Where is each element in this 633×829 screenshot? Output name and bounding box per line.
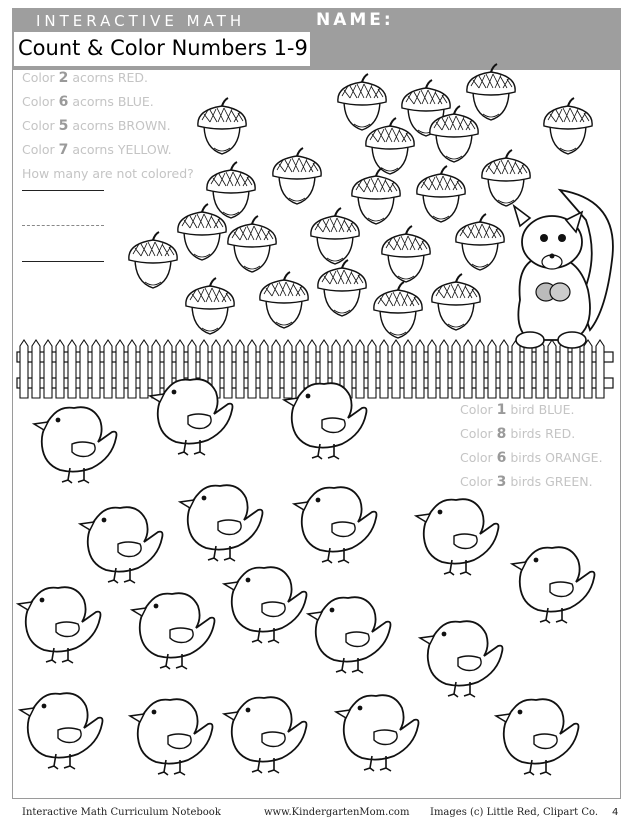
fence-picket xyxy=(356,340,364,398)
acorn-icon[interactable] xyxy=(273,148,321,204)
acorn-icon[interactable] xyxy=(311,208,359,264)
acorn-icon[interactable] xyxy=(318,260,366,316)
acorn-icon[interactable] xyxy=(260,272,308,328)
acorn-icon[interactable] xyxy=(178,204,226,260)
fence-picket xyxy=(368,340,376,398)
fence-picket xyxy=(80,340,88,398)
series-label: INTERACTIVE MATH xyxy=(36,12,246,30)
fence-picket xyxy=(500,340,508,398)
fence-picket xyxy=(44,340,52,398)
bird-icon[interactable] xyxy=(18,587,101,663)
bird-icon[interactable] xyxy=(308,597,391,673)
acorn-instruction: Color 2 acorns RED. xyxy=(22,70,149,86)
bird-icon[interactable] xyxy=(80,507,163,583)
bird-instruction: Color 1 bird BLUE. xyxy=(460,402,575,418)
fence-picket xyxy=(464,340,472,398)
fence-picket xyxy=(404,340,412,398)
acorn-icon[interactable] xyxy=(207,162,255,218)
fence-picket xyxy=(224,340,232,398)
footer-credit: Images (c) Little Red, Clipart Co. xyxy=(430,807,599,818)
acorn-icon[interactable] xyxy=(186,278,234,334)
fence-picket xyxy=(116,340,124,398)
fence-picket xyxy=(128,340,136,398)
bird-icon[interactable] xyxy=(416,499,499,575)
bird-icon[interactable] xyxy=(224,567,307,643)
page-number: 4 xyxy=(612,807,619,818)
acorn-icon[interactable] xyxy=(228,216,276,272)
fence-picket xyxy=(284,340,292,398)
acorn-instruction: Color 7 acorns YELLOW. xyxy=(22,142,172,158)
question-text: How many are not colored? xyxy=(22,166,194,181)
bird-icon[interactable] xyxy=(224,697,307,773)
acorn-icon[interactable] xyxy=(432,274,480,330)
bird-icon[interactable] xyxy=(180,485,263,561)
fence-picket xyxy=(56,340,64,398)
fence-picket xyxy=(416,340,424,398)
fence-picket xyxy=(380,340,388,398)
fence-picket xyxy=(260,340,268,398)
bird-icon[interactable] xyxy=(420,621,503,697)
bird-icon[interactable] xyxy=(496,699,579,775)
acorn-instruction: Color 5 acorns BROWN. xyxy=(22,118,171,134)
fence-picket xyxy=(32,340,40,398)
fence-picket xyxy=(488,340,496,398)
acorn-icon[interactable] xyxy=(482,150,530,206)
fence-picket xyxy=(596,340,604,398)
fence-picket xyxy=(296,340,304,398)
acorn-icon[interactable] xyxy=(374,282,422,338)
page-title: Count & Color Numbers 1-9 xyxy=(18,36,308,60)
acorn-icon[interactable] xyxy=(456,214,504,270)
fence-picket xyxy=(428,340,436,398)
fence-picket xyxy=(584,340,592,398)
acorn-icon[interactable] xyxy=(366,118,414,174)
fence-picket xyxy=(104,340,112,398)
fence-picket xyxy=(236,340,244,398)
fence-picket xyxy=(440,340,448,398)
bird-instruction: Color 6 birds ORANGE. xyxy=(460,450,603,466)
fence-picket xyxy=(272,340,280,398)
acorn-icon[interactable] xyxy=(338,74,386,130)
fence-picket xyxy=(560,340,568,398)
acorn-icon[interactable] xyxy=(417,166,465,222)
fence-picket xyxy=(452,340,460,398)
footer-website: www.KindergartenMom.com xyxy=(264,807,410,818)
squirrel-icon xyxy=(514,190,613,348)
acorn-instruction: Color 6 acorns BLUE. xyxy=(22,94,154,110)
bird-icon[interactable] xyxy=(294,487,377,563)
fence-picket xyxy=(248,340,256,398)
fence-picket xyxy=(512,340,520,398)
bird-instruction: Color 3 birds GREEN. xyxy=(460,474,593,490)
fence-picket xyxy=(20,340,28,398)
footer-notebook-label: Interactive Math Curriculum Notebook xyxy=(22,807,221,818)
fence-picket xyxy=(68,340,76,398)
fence-picket xyxy=(536,340,544,398)
acorn-icon[interactable] xyxy=(198,98,246,154)
acorn-icon[interactable] xyxy=(352,168,400,224)
name-label: NAME: xyxy=(316,10,394,30)
fence-picket xyxy=(392,340,400,398)
fence-picket xyxy=(140,340,148,398)
bird-icon[interactable] xyxy=(336,695,419,771)
bird-icon[interactable] xyxy=(34,407,117,483)
bird-icon[interactable] xyxy=(130,699,213,775)
fence-picket xyxy=(92,340,100,398)
acorn-icon[interactable] xyxy=(544,98,592,154)
bird-instruction: Color 8 birds RED. xyxy=(460,426,576,442)
fence-picket xyxy=(548,340,556,398)
bird-icon[interactable] xyxy=(20,693,103,769)
bird-icon[interactable] xyxy=(132,593,215,669)
fence-picket xyxy=(152,340,160,398)
acorn-icon[interactable] xyxy=(467,64,515,120)
acorn-icon[interactable] xyxy=(382,226,430,282)
fence-picket xyxy=(476,340,484,398)
acorn-icon[interactable] xyxy=(129,232,177,288)
bird-icon[interactable] xyxy=(512,547,595,623)
